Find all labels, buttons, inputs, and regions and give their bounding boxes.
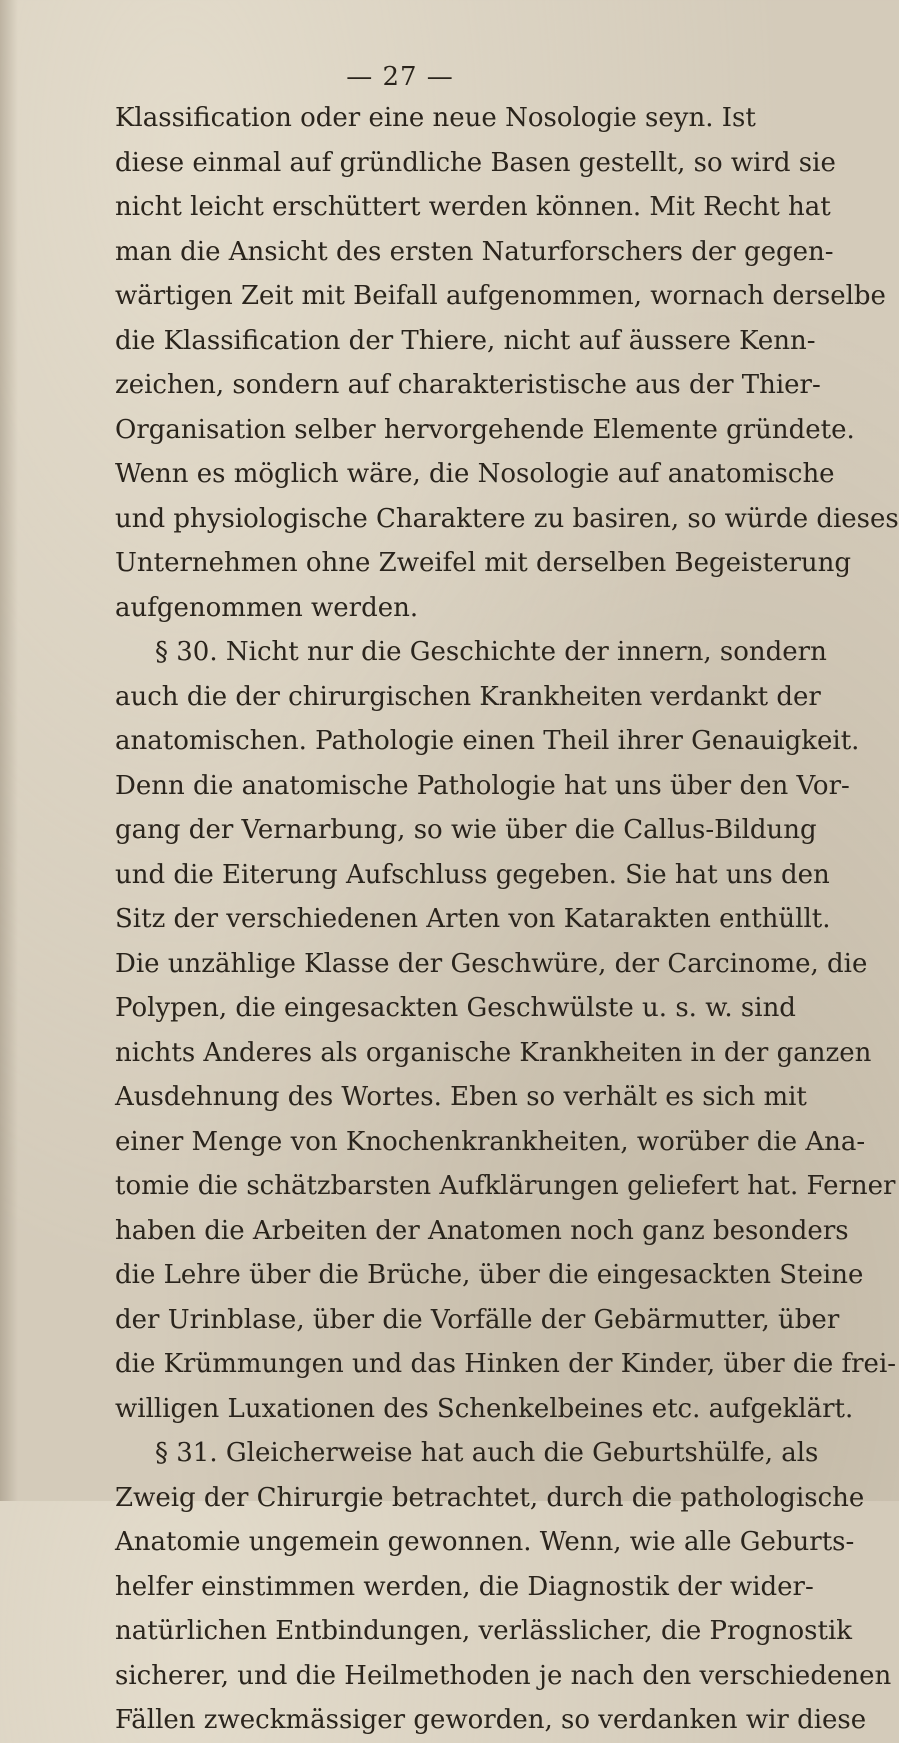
text-line: willigen Luxationen des Schenkelbeines etc. aufgeklärt. bbox=[115, 1393, 854, 1424]
text-line: gang der Vernarbung, so wie über die Callus-Bildung bbox=[115, 815, 817, 845]
section-31-heading-line: § 31. Gleicherweise hat auch die Geburtshülfe, als bbox=[155, 1438, 819, 1468]
text-line: Polypen, die eingesackten Geschwülste u. s. w. sind bbox=[115, 993, 796, 1023]
text-line: Denn die anatomische Pathologie hat uns über den Vor- bbox=[115, 770, 850, 801]
text-line: und physiologische Charaktere zu basiren, so würde dieses bbox=[115, 503, 899, 534]
text-line: Klassification oder eine neue Nosologie seyn. Ist bbox=[115, 103, 756, 133]
text-line: wärtigen Zeit mit Beifall aufgenommen, wornach derselbe bbox=[115, 281, 886, 311]
text-line: diese einmal auf gründliche Basen gestellt, so wird sie bbox=[115, 147, 836, 178]
body-text bbox=[115, 96, 899, 1743]
text-line: Zweig der Chirurgie betrachtet, durch die pathologische bbox=[115, 1482, 865, 1513]
text-line: Die unzählige Klasse der Geschwüre, der Carcinome, die bbox=[115, 948, 868, 979]
text-line: Unternehmen ohne Zweifel mit derselben Begeisterung bbox=[115, 548, 852, 578]
text-line: die Lehre über die Brüche, über die eingesackten Steine bbox=[115, 1260, 864, 1290]
text-line: einer Menge von Knochenkrankheiten, worüber die Ana- bbox=[115, 1126, 866, 1157]
text-line: Sitz der verschiedenen Arten von Katarakten enthüllt. bbox=[115, 904, 831, 934]
text-line: aufgenommen werden. bbox=[115, 592, 419, 623]
text-line: haben die Arbeiten der Anatomen noch ganz besonders bbox=[115, 1215, 849, 1246]
text-line: Wenn es möglich wäre, die Nosologie auf anatomische bbox=[115, 459, 835, 489]
page-number: — 27 — bbox=[346, 62, 454, 92]
text-line: tomie die schätzbarsten Aufklärungen geliefert hat. Ferner bbox=[115, 1171, 896, 1201]
text-line: man die Ansicht des ersten Naturforschers der gegen- bbox=[115, 236, 834, 267]
section-30-heading-line: § 30. Nicht nur die Geschichte der innern, sondern bbox=[155, 637, 827, 667]
text-line: Anatomie ungemein gewonnen. Wenn, wie alle Geburts- bbox=[115, 1527, 855, 1557]
text-line: die Krümmungen und das Hinken der Kinder, über die frei- bbox=[115, 1349, 897, 1379]
text-line: helfer einstimmen werden, die Diagnostik der wider- bbox=[115, 1571, 814, 1602]
text-line: Ausdehnung des Wortes. Eben so verhält es sich mit bbox=[115, 1082, 807, 1112]
text-line: Fällen zweckmässiger geworden, so verdanken wir diese bbox=[115, 1705, 867, 1735]
text-line: natürlichen Entbindungen, verlässlicher, die Prognostik bbox=[115, 1616, 853, 1646]
text-line: anatomischen. Pathologie einen Theil ihrer Genauigkeit. bbox=[115, 726, 860, 756]
text-line: sicherer, und die Heilmethoden je nach den verschiedenen bbox=[115, 1660, 892, 1691]
text-line: zeichen, sondern auf charakteristische aus der Thier- bbox=[115, 370, 821, 400]
text-line: auch die der chirurgischen Krankheiten verdankt der bbox=[115, 681, 821, 712]
text-line: der Urinblase, über die Vorfälle der Gebärmutter, über bbox=[115, 1304, 840, 1335]
text-line: nicht leicht erschüttert werden können. Mit Recht hat bbox=[115, 192, 831, 222]
text-line: die Klassification der Thiere, nicht auf äussere Kenn- bbox=[115, 325, 816, 356]
text-line: Organisation selber hervorgehende Elemente gründete. bbox=[115, 414, 855, 445]
page-edge-shadow bbox=[0, 0, 18, 1501]
text-line: nichts Anderes als organische Krankheiten in der ganzen bbox=[115, 1037, 872, 1068]
text-line: und die Eiterung Aufschluss gegeben. Sie hat uns den bbox=[115, 859, 830, 890]
